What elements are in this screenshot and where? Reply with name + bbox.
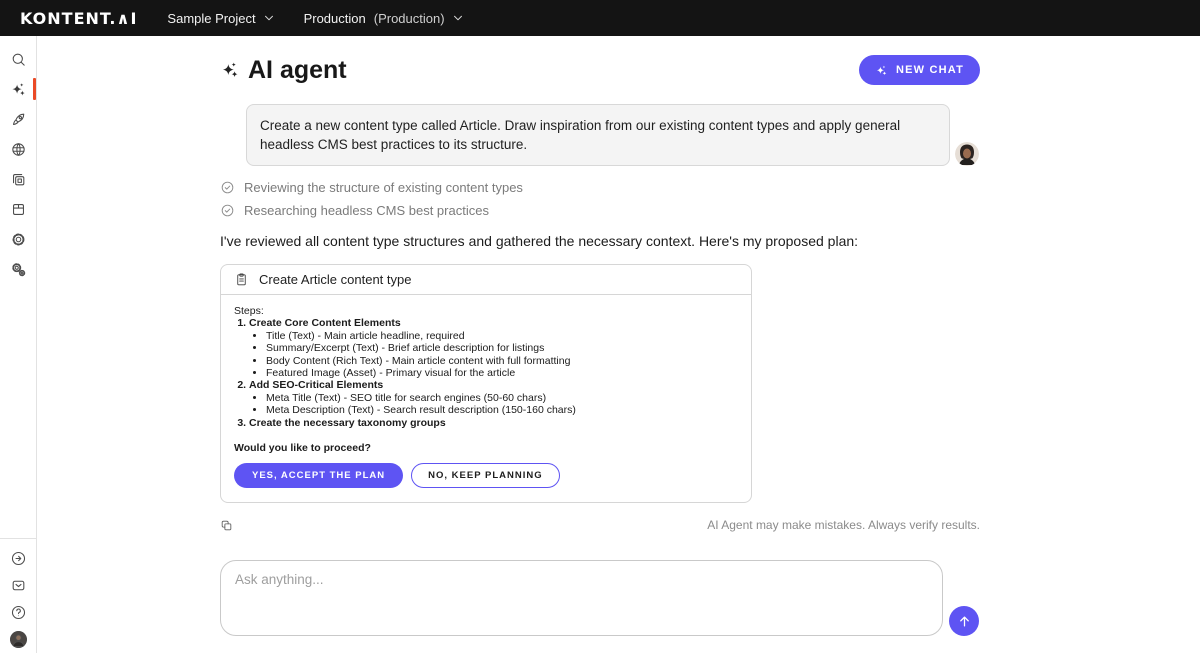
kontent-logo: KONTENT.∧I bbox=[20, 8, 138, 28]
plan-card-header bbox=[221, 265, 751, 295]
plan-card bbox=[220, 264, 752, 503]
send-button[interactable] bbox=[949, 606, 979, 636]
top-bar bbox=[0, 0, 1200, 36]
sidebar-item-search[interactable] bbox=[0, 44, 36, 74]
assistant-intro-text: I've reviewed all content type structures and gathered the necessary context. Here's my proposed plan: bbox=[220, 233, 859, 249]
sidebar-item-environment-settings[interactable] bbox=[0, 254, 36, 284]
search-icon bbox=[10, 51, 27, 68]
chat-composer bbox=[220, 560, 980, 636]
sidebar-spacer bbox=[0, 284, 36, 538]
page-header bbox=[220, 55, 980, 85]
plan-title: Create Article content type bbox=[259, 272, 412, 287]
user-message-avatar bbox=[955, 142, 979, 166]
keep-planning-button[interactable]: NO, KEEP PLANNING bbox=[411, 463, 559, 488]
status-text: Researching headless CMS best practices bbox=[244, 203, 489, 218]
plan-bullet: • Title (Text) - Main article headline, required bbox=[266, 330, 738, 342]
project-selector[interactable] bbox=[167, 11, 275, 26]
plan-steps-label: Steps: bbox=[234, 305, 264, 317]
page-title bbox=[220, 56, 347, 85]
sidebar-item-ai-agent[interactable] bbox=[0, 74, 36, 104]
sidebar-item-feedback[interactable] bbox=[0, 572, 36, 599]
status-item bbox=[220, 180, 980, 195]
sidebar-item-user[interactable] bbox=[0, 626, 36, 653]
sidebar-item-help[interactable] bbox=[0, 599, 36, 626]
sidebar-item-content-model[interactable] bbox=[0, 194, 36, 224]
accept-plan-button[interactable]: YES, ACCEPT THE PLAN bbox=[234, 463, 403, 488]
main-area bbox=[37, 36, 1200, 653]
sidebar-item-settings[interactable] bbox=[0, 224, 36, 254]
globe-icon bbox=[10, 141, 27, 158]
feedback-icon bbox=[10, 577, 27, 594]
left-sidebar bbox=[0, 36, 37, 653]
arrow-up-icon bbox=[957, 614, 972, 629]
sidebar-item-content-inventory[interactable] bbox=[0, 164, 36, 194]
plan-bullet: • Body Content (Rich Text) - Main article content with full formatting bbox=[266, 355, 738, 367]
plan-bullet: • Featured Image (Asset) - Primary visual for the article bbox=[266, 367, 738, 379]
plan-bullet: • Summary/Excerpt (Text) - Brief article description for listings bbox=[266, 342, 738, 354]
project-selector-label: Sample Project bbox=[167, 10, 256, 26]
settings-gear-icon bbox=[10, 231, 27, 248]
page-title-text: AI agent bbox=[248, 55, 347, 84]
plan-bullet: • Meta Description (Text) - Search result description (150-160 chars) bbox=[266, 404, 738, 416]
ai-agent-sparkles-icon bbox=[10, 81, 27, 98]
status-item bbox=[220, 203, 980, 218]
message-footer bbox=[220, 518, 980, 532]
plan-bullet: • Meta Title (Text) - SEO title for search engines (50-60 chars) bbox=[266, 392, 738, 404]
plan-step bbox=[249, 379, 738, 416]
environment-name: Production bbox=[303, 10, 366, 26]
environment-label: (Production) bbox=[373, 10, 445, 26]
user-message-bubble: Create a new content type called Article. Draw inspiration from our existing content types and apply general headless CMS best practices to its structure. bbox=[246, 104, 950, 166]
plan-actions bbox=[234, 463, 738, 488]
help-icon bbox=[10, 604, 27, 621]
plan-step-title: Add SEO-Critical Elements bbox=[249, 379, 384, 392]
content-items-icon bbox=[10, 171, 27, 188]
ai-disclaimer-text: AI Agent may make mistakes. Always verify results. bbox=[707, 518, 980, 533]
copy-icon bbox=[220, 519, 233, 532]
ai-sparkles-icon bbox=[220, 60, 240, 80]
check-circle-icon bbox=[220, 180, 235, 195]
plan-step-bullets bbox=[249, 392, 738, 417]
check-circle-icon bbox=[220, 203, 235, 218]
environment-selector[interactable] bbox=[304, 11, 465, 26]
plan-step-title: Create Core Content Elements bbox=[249, 317, 401, 330]
plan-step bbox=[249, 317, 738, 379]
plan-step bbox=[249, 417, 738, 429]
sparkles-icon bbox=[875, 64, 888, 77]
sidebar-bottom-group bbox=[0, 545, 36, 653]
sidebar-item-quickstart[interactable] bbox=[0, 545, 36, 572]
copy-button[interactable] bbox=[220, 519, 233, 532]
new-chat-button[interactable] bbox=[859, 55, 980, 85]
plan-step-title: Create the necessary taxonomy groups bbox=[249, 416, 446, 429]
environment-gears-icon bbox=[10, 261, 27, 278]
plan-question: Would you like to proceed? bbox=[234, 442, 371, 455]
sidebar-item-web-spotlight[interactable] bbox=[0, 134, 36, 164]
clipboard-icon bbox=[234, 272, 249, 287]
chevron-down-icon bbox=[262, 11, 276, 25]
active-item-indicator bbox=[33, 78, 36, 100]
status-text: Reviewing the structure of existing content types bbox=[244, 180, 523, 195]
chat-input[interactable] bbox=[220, 560, 943, 636]
sidebar-item-mission-control[interactable] bbox=[0, 104, 36, 134]
plan-card-body bbox=[221, 295, 751, 502]
rocket-icon bbox=[10, 111, 27, 128]
plan-step-bullets bbox=[249, 330, 738, 380]
content-model-icon bbox=[10, 201, 27, 218]
new-chat-label: NEW CHAT bbox=[895, 64, 964, 76]
sidebar-divider bbox=[0, 538, 36, 539]
user-avatar bbox=[10, 631, 27, 648]
arrow-right-circle-icon bbox=[10, 550, 27, 567]
chevron-down-icon bbox=[451, 11, 465, 25]
agent-status-list bbox=[220, 180, 980, 218]
plan-steps-list bbox=[234, 317, 738, 429]
user-message-row bbox=[220, 104, 980, 166]
